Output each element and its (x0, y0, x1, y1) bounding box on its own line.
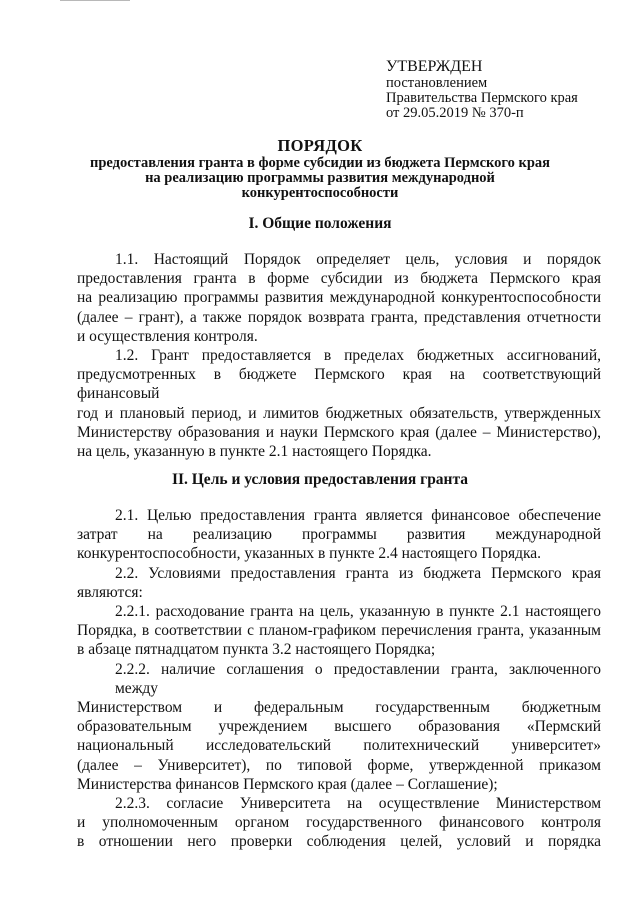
text-line: затрат на реализацию программы развития международной (77, 526, 601, 544)
text-line: Министерству образования и науки Пермского края (далее – Министерство), (77, 423, 601, 441)
text-line: и осуществления контроля. (77, 327, 258, 345)
text-line: конкурентоспособности, указанных в пункте 2.4 настоящего Порядка. (77, 545, 542, 563)
document-subtitle-line: конкурентоспособности (241, 185, 399, 201)
text-line: в абзаце пятнадцатом пункта 3.2 настоящего Порядка; (77, 641, 436, 659)
section-2-heading: II. Цель и условия предоставления гранта (171, 471, 469, 488)
text-line: на реализацию программы развития международной конкурентоспособности (77, 289, 601, 307)
document-subtitle (0, 156, 640, 201)
approval-heading: УТВЕРЖДЕН (386, 58, 483, 75)
text-line: 2.2.3. согласие Университета на осуществление Министерством (115, 795, 601, 813)
text-line: и уполномоченным органом государственного финансового контроля (77, 814, 601, 832)
text-line: Министерства финансов Пермского края (далее – Соглашение); (77, 775, 498, 793)
text-line: 2.2.1. расходование гранта на цель, указанную в пункте 2.1 настоящего (115, 603, 601, 621)
approval-line-resolution: постановлением (386, 75, 488, 91)
page-top-rule (60, 0, 130, 1)
text-line: 2.2.2. наличие соглашения о предоставлении гранта, заключенного между (115, 660, 601, 697)
text-line: 1.1. Настоящий Порядок определяет цель, условия и порядок (115, 251, 601, 268)
text-line: год и плановый период, и лимитов бюджетных обязательств, утвержденных (77, 404, 601, 422)
section-1-body (77, 250, 601, 461)
document-title: ПОРЯДОК (277, 136, 363, 155)
section-1-heading: I. Общие положения (248, 215, 392, 232)
text-line: являются: (77, 583, 143, 601)
paragraph-2-2-2 (77, 660, 601, 794)
text-line: на цель, указанную в пункте 2.1 настоящего Порядка. (77, 443, 432, 461)
paragraph-2-2-3 (77, 794, 601, 852)
paragraph-2-2-1 (77, 602, 601, 660)
text-line: (далее – Университет), по типовой форме, утвержденной приказом (77, 756, 601, 774)
text-line: (далее – грант), а также порядок возврата гранта, представления отчетности (77, 308, 601, 326)
paragraph-2-1 (77, 506, 601, 564)
text-line: в отношении него проверки соблюдения целей, условий и порядка (77, 833, 601, 851)
approval-line-government: Правительства Пермского края (386, 90, 578, 106)
document-subtitle-line: предоставления гранта в форме субсидии из бюджета Пермского края (89, 155, 551, 171)
text-line: образовательным учреждением высшего образования «Пермский (77, 718, 601, 736)
approval-stamp (386, 58, 578, 121)
document-subtitle-line: на реализацию программы развития международной (145, 170, 495, 186)
section-2-body (77, 506, 601, 852)
text-line: Министерством и федеральным государственным бюджетным (77, 699, 601, 717)
paragraph-1-1 (77, 250, 601, 346)
text-line: Порядка, в соответствии с планом-графиком перечисления гранта, указанным (77, 622, 601, 640)
approval-line-date-number: от 29.05.2019 № 370-п (386, 105, 524, 121)
text-line: предоставления гранта в форме субсидии из бюджета Пермского края (77, 270, 601, 288)
paragraph-1-2 (77, 346, 601, 461)
text-line: 2.2. Условиями предоставления гранта из бюджета Пермского края (115, 564, 601, 582)
text-line: национальный исследовательский политехнический университет» (77, 737, 601, 755)
paragraph-2-2 (77, 564, 601, 602)
text-line: предусмотренных в бюджете Пермского края на соответствующий финансовый (77, 366, 601, 403)
text-line: 2.1. Целью предоставления гранта является финансовое обеспечение (115, 507, 601, 524)
text-line: 1.2. Грант предоставляется в пределах бюджетных ассигнований, (115, 347, 601, 365)
